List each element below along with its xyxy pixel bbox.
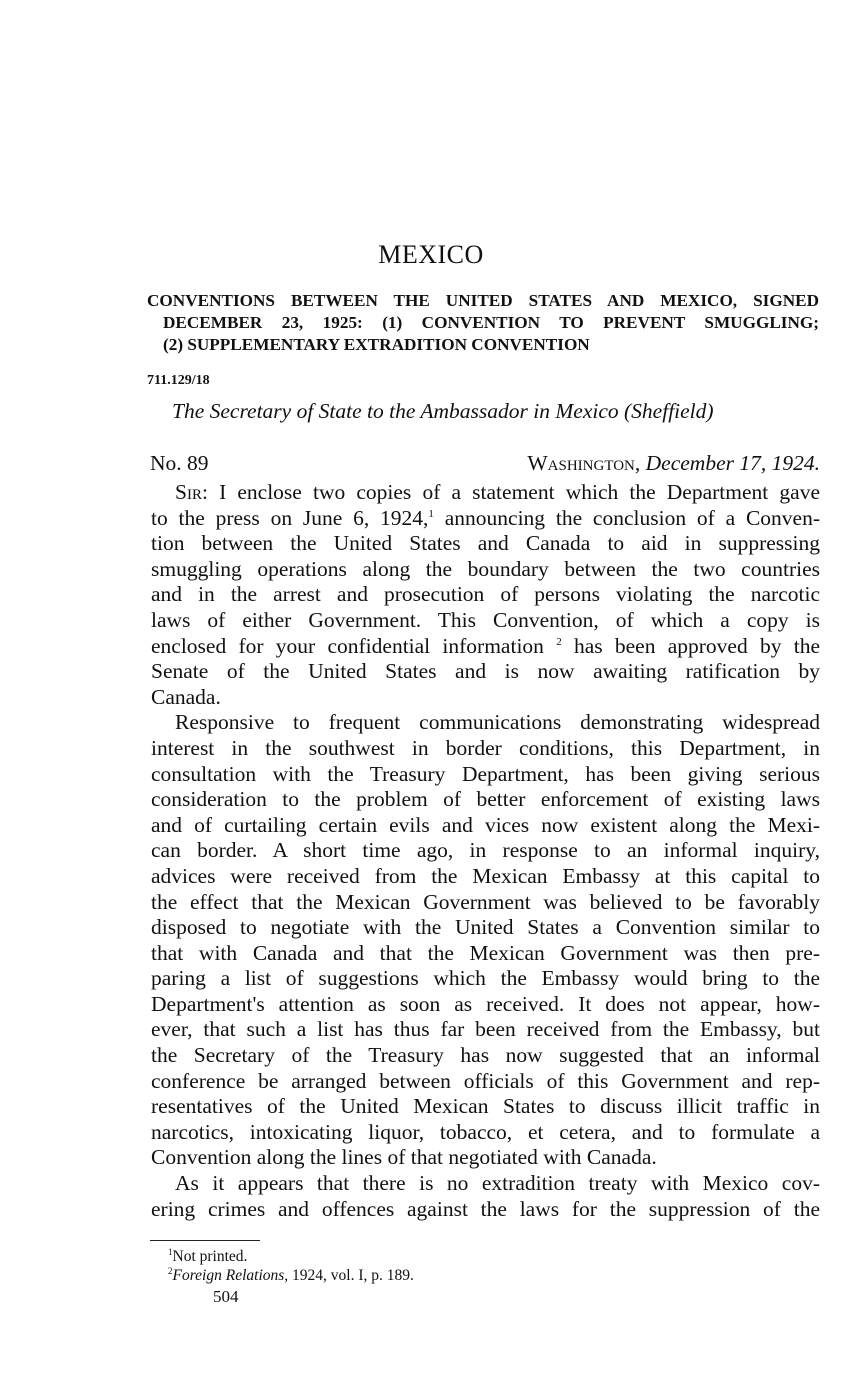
dispatch-number: No. 89 — [150, 451, 209, 475]
footnote-marker: 1 — [168, 1247, 173, 1257]
place-and-date — [527, 451, 820, 476]
text-line: Convention along the lines of that negotiated with Canada. — [151, 1145, 657, 1170]
heading-line: DECEMBER 23, 1925: (1) CONVENTION TO PREVENT SMUGGLING; — [163, 313, 819, 332]
text-line: the effect that the Mexican Government was believed to be favorably — [151, 889, 820, 914]
text-line: Responsive to frequent communications demonstrating widespread — [175, 710, 820, 735]
text-line — [151, 480, 820, 506]
text-line: that with Canada and that the Mexican Government was then pre- — [151, 940, 820, 965]
page-number: 504 — [213, 1287, 239, 1306]
footnote-ref: 1 — [428, 507, 434, 520]
footnote-text: Not printed. — [172, 1248, 248, 1265]
text-line: laws of either Government. This Convention, of which a copy is — [151, 607, 820, 632]
footnote-1 — [168, 1248, 247, 1266]
text-line: Canada. — [151, 684, 221, 709]
text-line: As it appears that there is no extradition treaty with Mexico cov- — [175, 1171, 820, 1196]
text-line: resentatives of the United Mexican States to discuss illicit traffic in — [151, 1094, 820, 1119]
text-segment: I enclose two copies of a statement which the Department gave — [219, 480, 820, 504]
heading-line: (2) SUPPLEMENTARY EXTRADITION CONVENTION — [163, 335, 590, 354]
section-heading — [147, 290, 819, 356]
text-line: Senate of the United States and is now awaiting ratification by — [151, 659, 820, 684]
text-line: disposed to negotiate with the United States a Convention similar to — [151, 915, 820, 940]
text-line: conference be arranged between officials of this Government and rep- — [151, 1068, 820, 1093]
text-segment: enclosed for your confidential information — [151, 633, 544, 658]
text-line: smuggling operations along the boundary between the two countries — [151, 556, 820, 581]
footnote-2 — [168, 1267, 414, 1285]
country-heading: MEXICO — [378, 240, 484, 269]
text-line — [151, 634, 820, 660]
text-line: can border. A short time ago, in response to an informal inquiry, — [151, 838, 820, 863]
file-number: 711.129/18 — [147, 373, 210, 388]
text-line: narcotics, intoxicating liquor, tobacco, et cetera, and to formulate a — [151, 1119, 820, 1144]
text-segment: to the press on June 6, 1924, — [151, 505, 429, 530]
letter-body — [151, 480, 820, 1222]
document-title: The Secretary of State to the Ambassador in Mexico (Sheffield) — [172, 399, 714, 423]
dateline-date: December 17, 1924. — [645, 451, 820, 475]
text-segment: announcing the conclusion of a Conven- — [444, 505, 820, 530]
text-line: consideration to the problem of better enforcement of existing laws — [151, 787, 820, 812]
text-line: advices were received from the Mexican Embassy at this capital to — [151, 863, 820, 888]
text-segment: has been approved by the — [573, 633, 821, 658]
footnote-marker: 2 — [168, 1266, 173, 1276]
text-line: tion between the United States and Canada to aid in suppressing — [151, 531, 820, 556]
footnote-text: 1924, vol. I, p. 189. — [292, 1267, 414, 1284]
text-line: ever, that such a list has thus far been received from the Embassy, but — [151, 1017, 820, 1042]
text-line: Department's attention as soon as received. It does not appear, how- — [151, 991, 820, 1016]
footnote-ref: 2 — [556, 635, 562, 648]
footnote-title: Foreign Relations, — [172, 1267, 289, 1284]
text-line: ering crimes and offences against the laws for the suppression of the — [151, 1196, 820, 1221]
salutation: Sir: — [175, 480, 208, 504]
text-line: and of curtailing certain evils and vices now existent along the Mexi- — [151, 812, 820, 837]
dateline — [150, 451, 820, 479]
text-line: consultation with the Treasury Department, has been giving serious — [151, 761, 820, 786]
dateline-place: Washington, — [527, 451, 641, 475]
footnote-divider — [150, 1240, 260, 1241]
text-line: the Secretary of the Treasury has now suggested that an informal — [151, 1043, 820, 1068]
text-line: and in the arrest and prosecution of persons violating the narcotic — [151, 582, 820, 607]
text-line: interest in the southwest in border conditions, this Department, in — [151, 735, 820, 760]
heading-line: CONVENTIONS BETWEEN THE UNITED STATES AND MEXICO, SIGNED — [147, 291, 819, 310]
text-line: paring a list of suggestions which the Embassy would bring to the — [151, 966, 820, 991]
text-line — [151, 506, 820, 532]
